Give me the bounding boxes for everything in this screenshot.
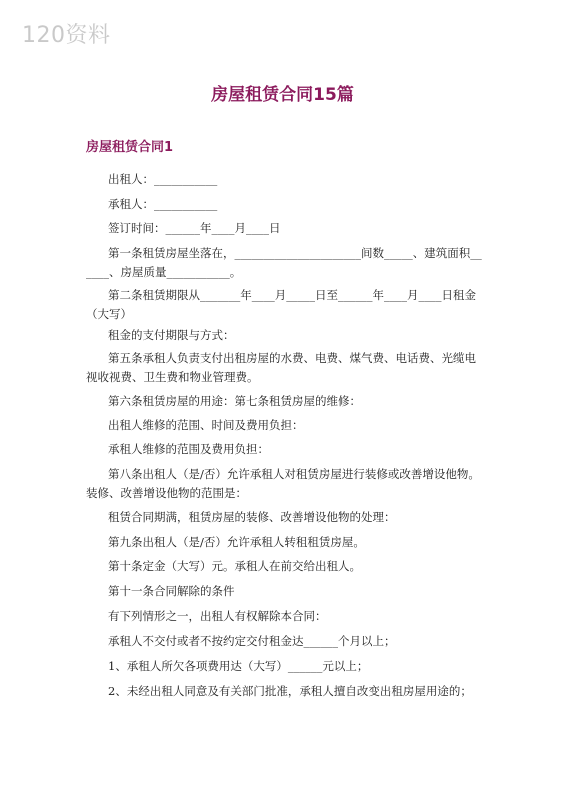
document-title: 房屋租赁合同15篇 xyxy=(211,85,354,105)
paragraph-article-5: 第五条承租人负责支付出租房屋的水费、电费、煤气费、电话费、光缆电视收视费、卫生费和物业管理费。 xyxy=(86,351,476,384)
paragraph-rent-arrears: 承租人不交付或者不按约定交付租金达______个月以上； xyxy=(108,634,396,648)
watermark: 120资料 xyxy=(22,23,111,48)
paragraph-lessee-repair: 承租人维修的范围及费用负担： xyxy=(108,442,269,456)
paragraph-item-2: 2、未经出租人同意及有关部门批准，承租人擅自改变出租房屋用途的； xyxy=(108,684,472,698)
paragraph-lease-expiry: 租赁合同期满，租赁房屋的装修、改善增设他物的处理： xyxy=(108,510,396,524)
paragraph-article-8: 第八条出租人（是/否）允许承租人对租赁房屋进行装修或改善增设他物。装修、改善增设他物的范围是： xyxy=(86,467,480,500)
paragraph-article-2: 第二条租赁期限从_______年____月_____日至______年____月____日租金（大写） xyxy=(86,288,476,321)
paragraph-lessee: 承租人：___________ xyxy=(108,197,218,211)
paragraph-payment-terms: 租金的支付期限与方式： xyxy=(108,328,235,342)
paragraph-article-9: 第九条出租人（是/否）允许承租人转租租赁房屋。 xyxy=(108,535,365,549)
paragraph-termination-intro: 有下列情形之一，出租人有权解除本合同： xyxy=(108,609,327,623)
paragraph-article-6-7: 第六条租赁房屋的用途：第七条租赁房屋的维修： xyxy=(108,394,361,408)
paragraph-article-1: 第一条租赁房屋坐落在，______________________间数_____、建筑面积______、房屋质量___________。 xyxy=(86,246,482,279)
paragraph-article-11: 第十一条合同解除的条件 xyxy=(108,584,235,598)
paragraph-article-10: 第十条定金（大写）元。承租人在前交给出租人。 xyxy=(108,559,361,573)
paragraph-lessor: 出租人：___________ xyxy=(108,172,218,186)
paragraph-item-1: 1、承租人所欠各项费用达（大写）______元以上； xyxy=(108,659,369,673)
paragraph-lessor-repair: 出租人维修的范围、时间及费用负担： xyxy=(108,418,304,432)
paragraph-signing-date: 签订时间：______年____月____日 xyxy=(108,221,281,235)
section-heading: 房屋租赁合同1 xyxy=(86,140,174,155)
